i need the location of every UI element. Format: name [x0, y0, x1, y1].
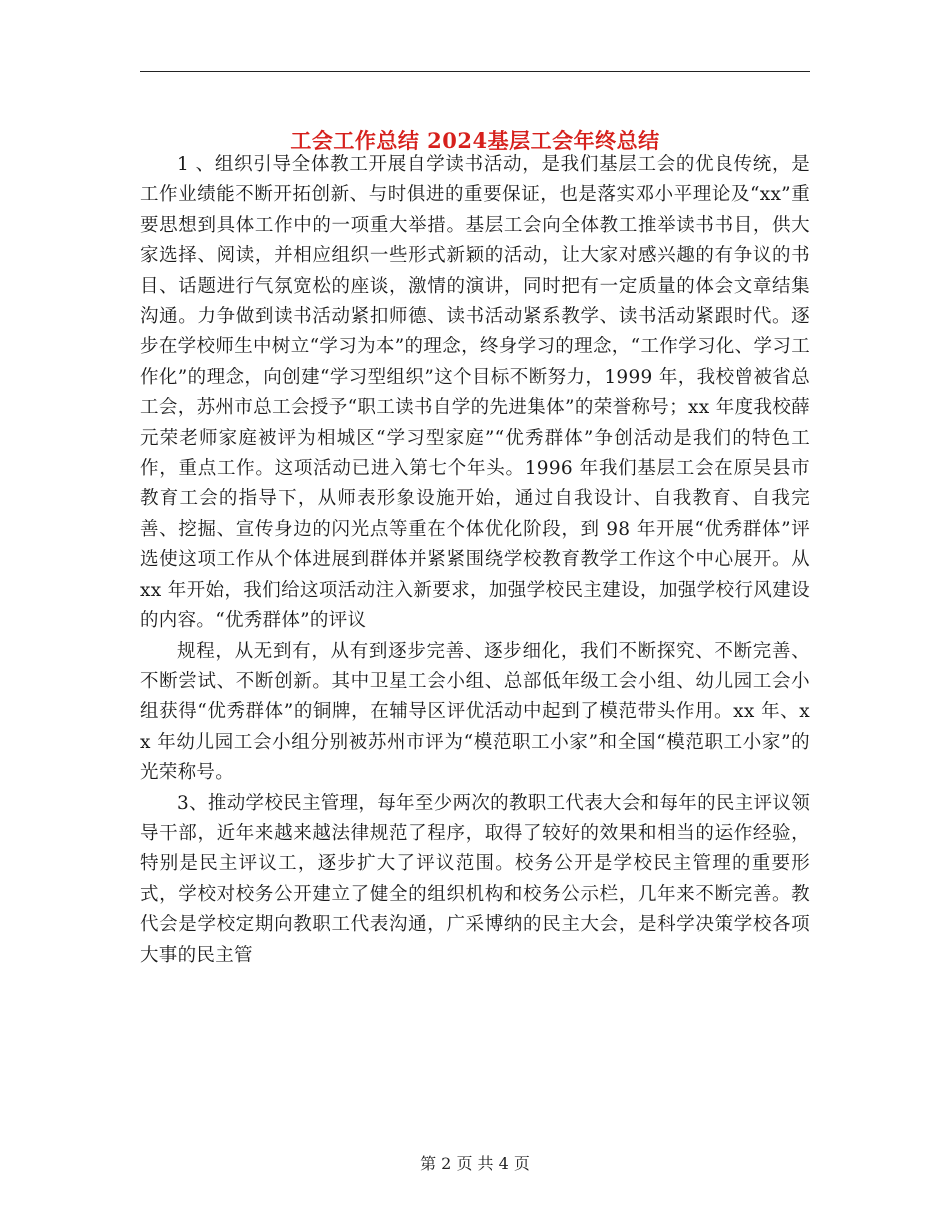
header-rule: [140, 71, 810, 72]
page-number: 第 2 页 共 4 页: [420, 1154, 530, 1173]
document-title: 工会工作总结 2024基层工会年终总结: [290, 128, 660, 154]
paragraph-3: 3、推动学校民主管理，每年至少两次的教职工代表大会和每年的民主评议领导干部，近年来越来越法律规范了程序，取得了较好的效果和相当的运作经验，特别是民主评议工，逐步扩大了评议范围。校务公开是学校民主管理的重要形式，学校对校务公开建立了健全的组织机构和校务公示栏，几年来不断完善。教代会是学校定期向教职工代表沟通，广采博纳的民主大会，是科学决策学校各项大事的民主管: [140, 792, 810, 966]
paragraph-1: 1 、组织引导全体教工开展自学读书活动，是我们基层工会的优良传统，是工作业绩能不断开拓创新、与时俱进的重要保证，也是落实邓小平理论及“xx”重要思想到具体工作中的一项重大举措。基层工会向全体教工推举读书书目，供大家选择、阅读，并相应组织一些形式新颖的活动，让大家对感兴趣的有争议的书目、话题进行气氛宽松的座谈，激情的演讲，同时把有一定质量的体会文章结集沟通。力争做到读书活动紧扣师德、读书活动紧系教学、读书活动紧跟时代。逐步在学校师生中树立“学习为本”的理念，终身学习的理念，“工作学习化、学习工作化”的理念，向创建“学习型组织”这个目标不断努力，1999 年，我校曾被省总工会，苏州市总工会授予“职工读书自学的先进集体”的荣誉称号；xx 年度我校薛元荣老师家庭被评为相城区“学习型家庭”“优秀群体”争创活动是我们的特色工作，重点工作。这项活动已进入第七个年头。1996 年我们基层工会在原吴县市教育工会的指导下，从师表形象设施开始，通过自我设计、自我教育、自我完善、挖掘、宣传身边的闪光点等重在个体优化阶段，到 98 年开展“优秀群体”评选使这项工作从个体进展到群体并紧紧围绕学校教育教学工作这个中心展开。从 xx 年开始，我们给这项活动注入新要求，加强学校民主建设，加强学校行风建设的内容。“优秀群体”的评议: [140, 154, 810, 632]
document-body: [140, 150, 810, 971]
paragraph-2: 规程，从无到有，从有到逐步完善、逐步细化，我们不断探究、不断完善、不断尝试、不断创新。其中卫星工会小组、总部低年级工会小组、幼儿园工会小组获得“优秀群体”的铜牌，在辅导区评优活动中起到了模范带头作用。xx 年、xx 年幼儿园工会小组分别被苏州市评为“模范职工小家”和全国“模范职工小家”的光荣称号。: [140, 640, 810, 784]
